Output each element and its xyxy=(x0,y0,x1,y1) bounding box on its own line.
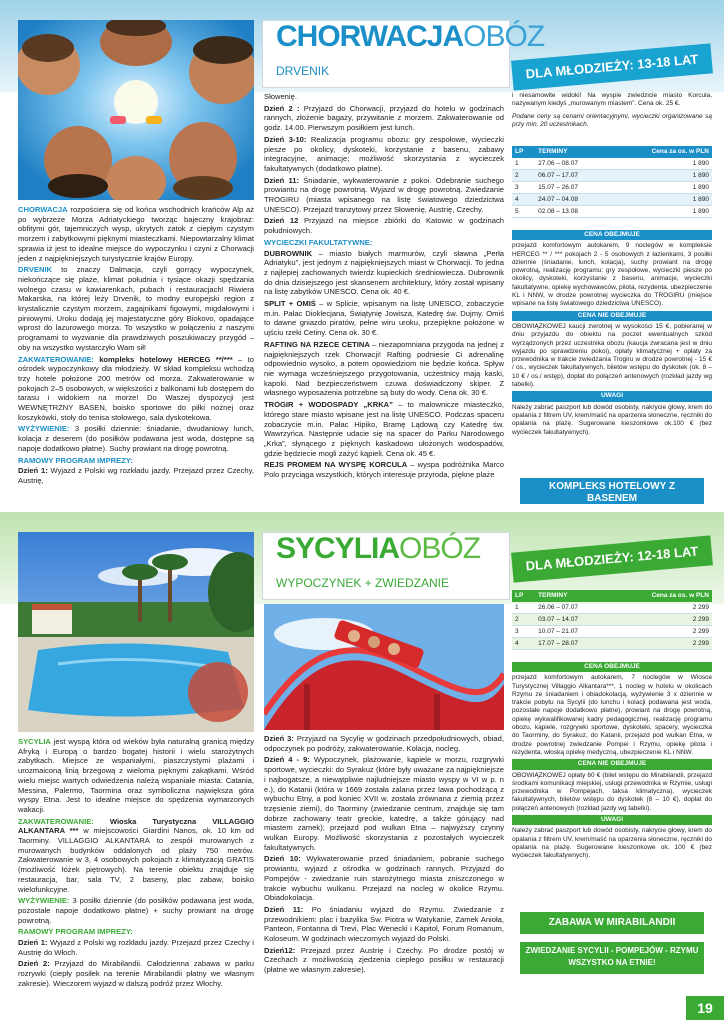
keyword: WYŻYWIENIE: xyxy=(18,424,75,434)
sicily-left-column xyxy=(18,737,254,1023)
paragraph xyxy=(264,854,504,903)
body-text: w miejscowości Giardini Nanos, ok. 10 km od Taorminy. VILLAGGIO ALKANTARA to zespół murowanych z murowanych budynków oddalonych od plaży 750 metrów. Zakwaterowanie w 3, 4 osobowych pokojach z klimatyzacją GRATIS (możliwość łóżek piętrowych). Na terenie obiektu znajduje się restauracja, bar, sala TV, 2 baseny, plac zabaw, boisko wielofunkcyjne. xyxy=(18,826,254,894)
body-text: – niezapomniana przygoda na jednej z najpiękniejszych rzek Chorwacji! Rafting podniesie Ci adrenalinę odpowiednio wysoko, a potem opowiedziom nie będzie końca. Spływ nie wymaga wcześniejszego przygotowania, uczestnicy mają kaski, kapoki. Nad bezpieczeństwem czuwa doświadczony skiper. Z własnego wyposażenia potrzebne są buty do wody. Cena ok. 30 €. xyxy=(264,339,504,398)
croatia-left-column xyxy=(18,205,254,505)
cell-lp: 2 xyxy=(512,614,535,626)
paragraph xyxy=(18,205,254,263)
paragraph xyxy=(264,176,504,215)
paragraph xyxy=(18,896,254,925)
page-title xyxy=(276,20,544,54)
title-light: OBÓZ xyxy=(463,20,545,53)
paragraph xyxy=(264,216,504,235)
paragraph xyxy=(18,355,254,423)
table-row xyxy=(512,602,712,614)
body-text: 3 posiłki dziennie (do posiłków podawana jest woda, pozostałe napoje dodatkowo płatne) + suchy prowiant na drogę powrotną. xyxy=(18,896,254,925)
th-price: Cena za os. w PLN xyxy=(609,590,712,602)
body-text: – miasto białych marmurów, czyli sławna „Perła Adriatyku”, jest jednym z najpiękniejszych miast w Chorwacji. To jedna z najlepiej zachowanych twierdz kupieckich średniowiecza. Dubrownik do dnia dzisiejszego jest skansenem architektury, który został wpisany na listę zabytków UNESCO. Cena ok. 40 €. xyxy=(264,248,504,297)
body-text: Przejazd przez Austrię i Czechy. Po drodze postój w Czechach z możliwością zjedzenia ciepłego posiłku w restauracji (płatne we własnym zakresie). xyxy=(264,945,504,975)
age-banner: DLA MŁODZIEŻY: 12-18 LAT xyxy=(511,535,713,582)
bold-lead: Dzień 11: xyxy=(264,904,312,914)
body-text: Wyjazd z Polski wg rozkładu jazdy. Przejazd przez Czechy i Austrię do Włoch. xyxy=(18,938,254,957)
body-text: – to ośrodek wypoczynkowy dla młodzieży. W skład kompleksu wchodzą trzy hotele położone 200 metrów od morza. Zakwaterowanie w pokojach 2–5 osobowych, w większości z balkonami lub dostępem do tarasu i widokiem na morze! Do Waszej dyspozycji jest WEWNĘTRZNY BASEN, boisko sportowe do piłki nożnej oraz koszykówki, stoły do tenisa stołowego, sala dyskotekowa. xyxy=(18,354,254,422)
paragraph xyxy=(264,340,504,398)
cell-lp: 3 xyxy=(512,626,535,638)
croatia-middle-column xyxy=(264,92,504,506)
paragraph xyxy=(264,734,504,753)
notes-header: UWAGI xyxy=(512,815,712,825)
sicily-middle-column xyxy=(264,734,504,1020)
cell-price: 1 890 xyxy=(609,182,712,194)
table-row xyxy=(512,614,712,626)
body-text: 3 posiłki dziennie: śniadanie, dwudaniowy lunch, kolacja z deserem (do posiłków podawana jest woda, dostępne są napoje dodatkowo płatne). Suchy prowiant na drogę powrotną. xyxy=(18,424,254,453)
paragraph xyxy=(264,249,504,298)
includes-text: przejazd komfortowym autokarem, 7 noclegów w Wiosce Turystycznej Villaggio Alkantara***, 1 nocleg w hotelu w okolicach Rzymu ze śniadaniem i obiadokolacją, wyżywienie 3 x dziennie w trakcie pobytu na Sycylii (do lunchu i kolacji podawana jest woda, pozostałe napoje dodatkowo płatne), prowiant na drogę powrotną, opiekę wykwalifikowanej kadry pedagogicznej, realizację programu obozu, kąpiele, rozgrywki sportowe, dyskoteki, spacery, wycieczka do Taorminy, do Syrakuz, do Katanii, przejazd pod wulkan Etna, w drodze powrotnej zwiedzanie Pompei i Rzymu, opiekę pilota i rezydenta, włoską opiekę medyczną, ubezpieczenie KL i NNW. xyxy=(512,674,712,756)
body-text: – wyspa podróżnika Marco Polo przyciąga wszystkich, których interesuje przyroda, piękne plaże xyxy=(264,460,504,480)
body-text: jest wyspą która od wieków była naturalną granicą między Afryką i Europą o bardzo bogatej historii i wielu starożytnych zabytkach. Miejsce ze wspaniałymi, piaszczystymi plażami i urozmaiconą linią brzegową z wieloma pięknymi zakątkami. Wśród wielu miejsc wartych odwiedzenia należą wspaniałe miasta: Catania, Messina, Palermo, Taormina oraz symboliczna największa góra wyspy Etna. Jest to idealne miejsce do spędzenia wymarzonych wakacji. xyxy=(18,737,254,814)
bold-lead: Wioska Turystyczna VILLAGGIO ALKANTARA *** xyxy=(18,816,254,836)
bold-lead: REJS PROMEM NA WYSPĘ KORCULA xyxy=(264,460,411,470)
body-text: Śniadanie, wykwaterowanie z pokoi. Odebranie suchego prowiantu na drogę powrotną. Wyjazd w drogę powrotną. Zwiedzanie TROGIRU (miasta wpisanego na listę światowego dziedzictwa UNESCO). Przejazd tranzytowy przez Słowenię, Austrię, Czechy. xyxy=(264,175,504,214)
title-bold: SYCYLIA xyxy=(276,532,400,565)
cell-price: 2 299 xyxy=(609,638,712,650)
paragraph xyxy=(264,946,504,975)
cell-dates: 10.07 – 21.07 xyxy=(535,626,609,638)
body-text: Wykwaterowanie przed śniadaniem, pobranie suchego prowiantu, wyjazd z ośrodka w godzinach rannych. Przyjazd do Pompejów - zwiedzanie ruin starożytnego miasta zniszczonego w trakcie wybuchu wulkanu. Przejazd na nocleg w okolice Rzymu. Obiadokolacja. xyxy=(264,854,504,903)
bold-lead: TROGIR + WODOSPADY „KRKA” xyxy=(264,400,399,410)
keyword: WYŻYWIENIE: xyxy=(18,896,73,906)
paragraph xyxy=(18,737,254,815)
bold-lead: Dzień 12 xyxy=(264,216,305,226)
th-lp: LP xyxy=(512,590,535,602)
right-top-text: i niesamowite widoki! Na wyspie zwiedzicie miasto Korcula, nazywanym kiedyś „murowanym miastem”. Cena ok. 25 €. xyxy=(512,92,712,108)
paragraph xyxy=(18,466,254,485)
table-row xyxy=(512,626,712,638)
body-text: Realizacja programu obozu: gry zespołowe, wycieczki piesze po okolicy, dyskoteki, korzystanie z basenu, zabawy integracyjne, animacje; możliwość skorzystania z wycieczek fakultatywnych (dodatkowo płatne). xyxy=(264,134,504,173)
title-light: OBÓZ xyxy=(399,532,481,565)
bold-lead: SPLIT + OMIŚ xyxy=(264,299,320,309)
feature-button-mirabilandia[interactable]: ZABAWA W MIRABILANDII xyxy=(520,912,704,934)
section-heading: WYCIECZKI FAKULTATYWNE: xyxy=(264,237,373,247)
feature-button-pool[interactable]: KOMPLEKS HOTELOWY Z BASENEM xyxy=(520,478,704,504)
keyword: SYCYLIA xyxy=(18,737,51,746)
excludes-header: CENA NIE OBEJMUJE xyxy=(512,759,712,769)
bold-lead: Dzień 1: xyxy=(18,938,50,948)
title-bold: CHORWACJA xyxy=(276,20,464,53)
bold-lead: Dzień 3-10: xyxy=(264,134,311,144)
sicily-price-table xyxy=(512,590,712,650)
paragraph xyxy=(264,905,504,944)
page-subtitle: WYPOCZYNEK + ZWIEDZANIE xyxy=(276,576,450,590)
paragraph xyxy=(18,938,254,957)
right-note: Podane ceny są cenami orientacyjnymi, wycieczki organizowane są przy min. 20 uczestnikach. xyxy=(512,112,712,128)
includes-header: CENA OBEJMUJE xyxy=(512,230,712,240)
paragraph xyxy=(18,265,254,352)
th-dates: TERMINY xyxy=(535,590,609,602)
paragraph xyxy=(264,400,504,458)
excludes-text: OBOWIĄZKOWEJ kaucji zwrotnej w wysokości 15 €, pobieranej w dniu przyjazdu do obiektu na poczet ewentualnych szkód wyrządzonych przez uczestnika obozu (kaucja zwracana jest w dniu wyjazdu po sprawdzeniu pokoi), opłaty klimatycznej + opłaty za przewodnika w trakcie zwiedzania Trogiru w drodze powrotnej - 15 € / os., wycieczek fakultatywnych, biletów wstępu do dyskotek (ok. 8 – 10 € / os./ wstęp), dopłat do połączeń antenowych (rozkład jazdy wg tabelki). xyxy=(512,322,712,389)
body-text: – to malownicze miasteczko, którego stare miasto wpisane jest na listę UNESCO. Podczas spaceru zobaczycie m.in. Pałac Hipiko, Bramę Lądową czy Katedrę św. Wawrzyńca. Następnie udacie się na spacer do Parku Narodowego „Krka”, słynącego z pięknych kaskadowo ułożonych wodospadów, gdzie będziecie mogli zażyć kąpieli. Cena ok. 45 €. xyxy=(264,400,504,458)
paragraph xyxy=(18,424,254,453)
body-text: rozpościera się od końca wschodnich krańców Alp aż po wybrzeże Morza Adriatyckiego tworząc bajeczny krajobraz: obfitymi gór, tajemniczych wysp, ukrytych zatok z ciepłym czystym morzem i zabytkowymi pięknymi miasteczkami. Niepowtarzalny klimat sprawia iż jest to idealne miejsce do wypoczynku i czyni z Chorwacji jeden z najpiękniejszych turystycznie krajów Europy. xyxy=(18,205,254,263)
cell-dates: 15.07 – 26.07 xyxy=(535,182,609,194)
section-heading: RAMOWY PROGRAM IMPREZY: xyxy=(18,455,133,465)
cell-price: 1 890 xyxy=(609,170,712,182)
body-text: Przyjazd do Chorwacji, przyjazd do hotelu w godzinach rannych, złożenie bagaży, przywitanie z morzem. Zakwaterowanie od godz. 14.00. Pierwszym posiłkiem jest lunch. xyxy=(264,103,504,133)
paragraph xyxy=(264,755,504,852)
body-text: Przyjazd na Sycylię w godzinach przedpołudniowych, obiad, odpoczynek po podróży, zakwaterowanie. Kolacja, nocleg. xyxy=(264,734,504,753)
croatia-right-intro xyxy=(512,92,712,129)
cell-price: 1 890 xyxy=(609,158,712,170)
th-dates: TERMINY xyxy=(535,146,609,158)
table-row xyxy=(512,638,712,650)
sicily-photo xyxy=(18,532,254,732)
body-text: Słowenię. xyxy=(264,92,297,101)
feature-button-sightseeing[interactable]: ZWIEDZANIE SYCYLII - POMPEJÓW - RZYMU WSZYSTKO NA ETNIE! xyxy=(520,942,704,974)
keyword: ZAKWATEROWANIE: xyxy=(18,354,100,364)
bold-lead: RAFTING NA RZECE CETINA xyxy=(264,339,373,349)
paragraph xyxy=(18,959,254,988)
paragraph xyxy=(264,92,504,102)
cell-price: 2 299 xyxy=(609,602,712,614)
body-text: Przyjazd do Mirabilandii. Całodzienna zabawa w parku rozrywki (ciepły posiłek na terenie Mirabilandii płatny we własnym zakresie). Wieczorem wyjazd w dalszą podróż przez Włochy. xyxy=(18,959,254,988)
cell-lp: 1 xyxy=(512,158,535,170)
notes-header: UWAGI xyxy=(512,391,712,401)
cell-dates: 27.06 – 08.07 xyxy=(535,158,609,170)
cell-price: 1 890 xyxy=(609,194,712,206)
cell-price: 1 890 xyxy=(609,206,712,218)
paragraph xyxy=(264,460,504,479)
bold-lead: DUBROWNIK xyxy=(264,248,319,258)
body-text: Przyjazd na miejsce zbiórki do Katowic w godzinach południowych. xyxy=(264,216,504,236)
cell-lp: 3 xyxy=(512,182,535,194)
th-lp: LP xyxy=(512,146,535,158)
paragraph xyxy=(264,135,504,174)
cell-dates: 24.07 – 04.08 xyxy=(535,194,609,206)
cell-dates: 02.08 – 13.08 xyxy=(535,206,609,218)
cell-dates: 03.07 – 14.07 xyxy=(535,614,609,626)
page-title xyxy=(276,532,480,566)
cell-price: 2 299 xyxy=(609,626,712,638)
cell-dates: 06.07 – 17.07 xyxy=(535,170,609,182)
table-row xyxy=(512,206,712,218)
cell-lp: 5 xyxy=(512,206,535,218)
cell-price: 2 299 xyxy=(609,614,712,626)
croatia-price-table xyxy=(512,146,712,218)
bold-lead: Dzień 1: xyxy=(18,466,51,476)
cell-dates: 17.07 – 28.07 xyxy=(535,638,609,650)
keyword: DRVENIK xyxy=(18,265,53,275)
bold-lead: Dzień12: xyxy=(264,945,301,955)
sicily-price-details xyxy=(512,660,712,861)
cell-lp: 4 xyxy=(512,638,535,650)
paragraph xyxy=(18,817,254,895)
excludes-header: CENA NIE OBEJMUJE xyxy=(512,311,712,321)
body-text: Wypoczynek, plażowanie, kąpiele w morzu, rozgrywki sportowe, wycieczki: do Syrakuz (które były uważane za najpiękniejsze i najbogatsze, a niewątpliwie najludniejsze miasto wyspy w VI w p. n e.), do Katanii (która w 1669 została zalana przez lawa pochodzącą z wybuchu Etny, a pod koniec XVII w. została zrównana z ziemią przez trzęsienie ziemi), do Taorminy (zwiedzanie centrum, znajduje się tam dobrze zachowany teatr greckie, katedrę, a także górujący nad miastem zamek); przejazd pod wulkan Etna – najwyższy czynny wulkan Europy. Możliwość skorzystania z pozostałych wycieczek fakultatywnych. xyxy=(264,755,504,852)
th-price: Cena za os. w PLN xyxy=(609,146,712,158)
cell-dates: 26.06 – 07.07 xyxy=(535,602,609,614)
paragraph xyxy=(264,104,504,133)
cell-lp: 2 xyxy=(512,170,535,182)
bold-lead: Dzień 3: xyxy=(264,734,297,743)
bold-lead: Dzień 2 : xyxy=(264,103,304,113)
cell-lp: 4 xyxy=(512,194,535,206)
keyword: CHORWACJA xyxy=(18,205,68,214)
paragraph xyxy=(264,299,504,338)
bold-lead: Dzień 4 - 9: xyxy=(264,755,314,765)
bold-lead: Dzień 2: xyxy=(18,959,55,969)
bold-lead: kompleks hotelowy HERCEG **/*** xyxy=(99,354,239,364)
table-row xyxy=(512,194,712,206)
cell-lp: 1 xyxy=(512,602,535,614)
notes-text: Należy zabrać paszport lub dowód osobisty, nakrycie głowy, krem do opalania z filtrem UV, krem/maść na oparzenia słoneczne, ręczniki do opalania na plażę. Sugerowane kieszonkowe ok. 100 € (bez wycieczek fakultatywnych). xyxy=(512,827,712,860)
bold-lead: Dzień 10: xyxy=(264,854,307,864)
sicily-section xyxy=(0,512,724,1024)
bold-lead: Dzień 11: xyxy=(264,175,304,185)
croatia-price-details xyxy=(512,228,712,437)
page-number: 19 xyxy=(686,996,724,1020)
excludes-text: OBOWIĄZKOWEJ opłaty 60 € (bilet wstępu do Mirabilandii, przejazd środkami komunikacji miejskiej, usługi przewodnika w Rzymie, usługi przewodnika w Pompejach, taksa klimatyczna), wycieczek fakultatywnych, biletów wstępu do dyskotek (8 – 10 €), dopłat do połączeń antenowych (rozkład jazdy wg tabelki). xyxy=(512,771,712,812)
rollercoaster-photo xyxy=(264,604,504,730)
body-text: – w Splicie, wpisanym na listę UNESCO, zobaczycie m.in. Pałac Dioklecjana, Świątynię Jowisza, Katedrę św. Dujmy. Omiś to dawne gniazdo piratów, pełne wiru uroku, przepiękne położone w ujściu rzeki Cetiny. Cena ok. 30 €. xyxy=(264,299,504,338)
includes-header: CENA OBEJMUJE xyxy=(512,662,712,672)
table-row xyxy=(512,182,712,194)
croatia-photo xyxy=(18,20,254,200)
notes-text: Należy zabrać paszport lub dowód osobisty, nakrycie głowy, krem do opalania z filtrem UV, krem/maść na oparzenia słoneczne, ręczniki do opalania na plażę. Sugerowane kieszonkowe ok.100 € (bez wycieczek fakultatywnych). xyxy=(512,403,712,436)
body-text: Wyjazd z Polski wg rozkładu jazdy. Przejazd przez Czechy, Austrię, xyxy=(18,466,254,485)
age-banner: DLA MŁODZIEŻY: 13-18 LAT xyxy=(511,43,713,90)
keyword: ZAKWATEROWANIE: xyxy=(18,816,110,826)
body-text: to znaczy Dalmacja, czyli gorrący wypoczynek, niekończące się plaże, klimat południa i tysiące okazji spędzania wolnego czasu w kawiarenkach, pubach i restauracjach! Riwiera Makarska, na której leży Drvenik, to modny europejski region z krystalicznie czystym morzem, zagajnikami figowymi, migdałowymi i piniowymi. Uroku dodają jej majestatyczne góry Biokovo, opadające wprost do lazurowego morza. To wszystko w połączeniu z naszymi programami to wyzwanie dla prawdziwych poszukiwaczy przygód – oby na wszystko wystarczyło Wam sił! xyxy=(18,265,254,352)
body-text: Po śniadaniu wyjazd do Rzymu. Zwiedzanie z przewodnikiem: plac i bazylika Św. Piotra w Watykanie, Zamek Anioła, Panteon, Fontanna di Trevi, Plac Wenecki i Kapitol, Forum Romanum, Koloseum. W godzinach wieczornych wyjazd do Polski. xyxy=(264,904,504,944)
table-row xyxy=(512,158,712,170)
includes-text: przejazd komfortowym autokarem, 9 noclegów w kompleksie HERCEG ** / *** pokojach 2 - 5 osobowych z łazienkami, 3 posiłki dziennie (śniadanie, lunch, kolacja), suchy prowiant na drogę powrotną, realizację programu: gry zespołowe, wycieczki piesze po okolicy, dyskoteki, korzystanie z basenu, animacje, wycieczki fakultatywne, opiekę wychowawców, pilota, rezydenta, ubezpieczenie KL i NNW, w drodze powrotnej wycieczka do TROGIRU (miejsce wpisane na listę światowego dziedzictwa UNESCO). xyxy=(512,242,712,308)
section-heading: RAMOWY PROGRAM IMPREZY: xyxy=(18,927,133,937)
table-row xyxy=(512,170,712,182)
page-subtitle: DRVENIK xyxy=(276,64,330,78)
